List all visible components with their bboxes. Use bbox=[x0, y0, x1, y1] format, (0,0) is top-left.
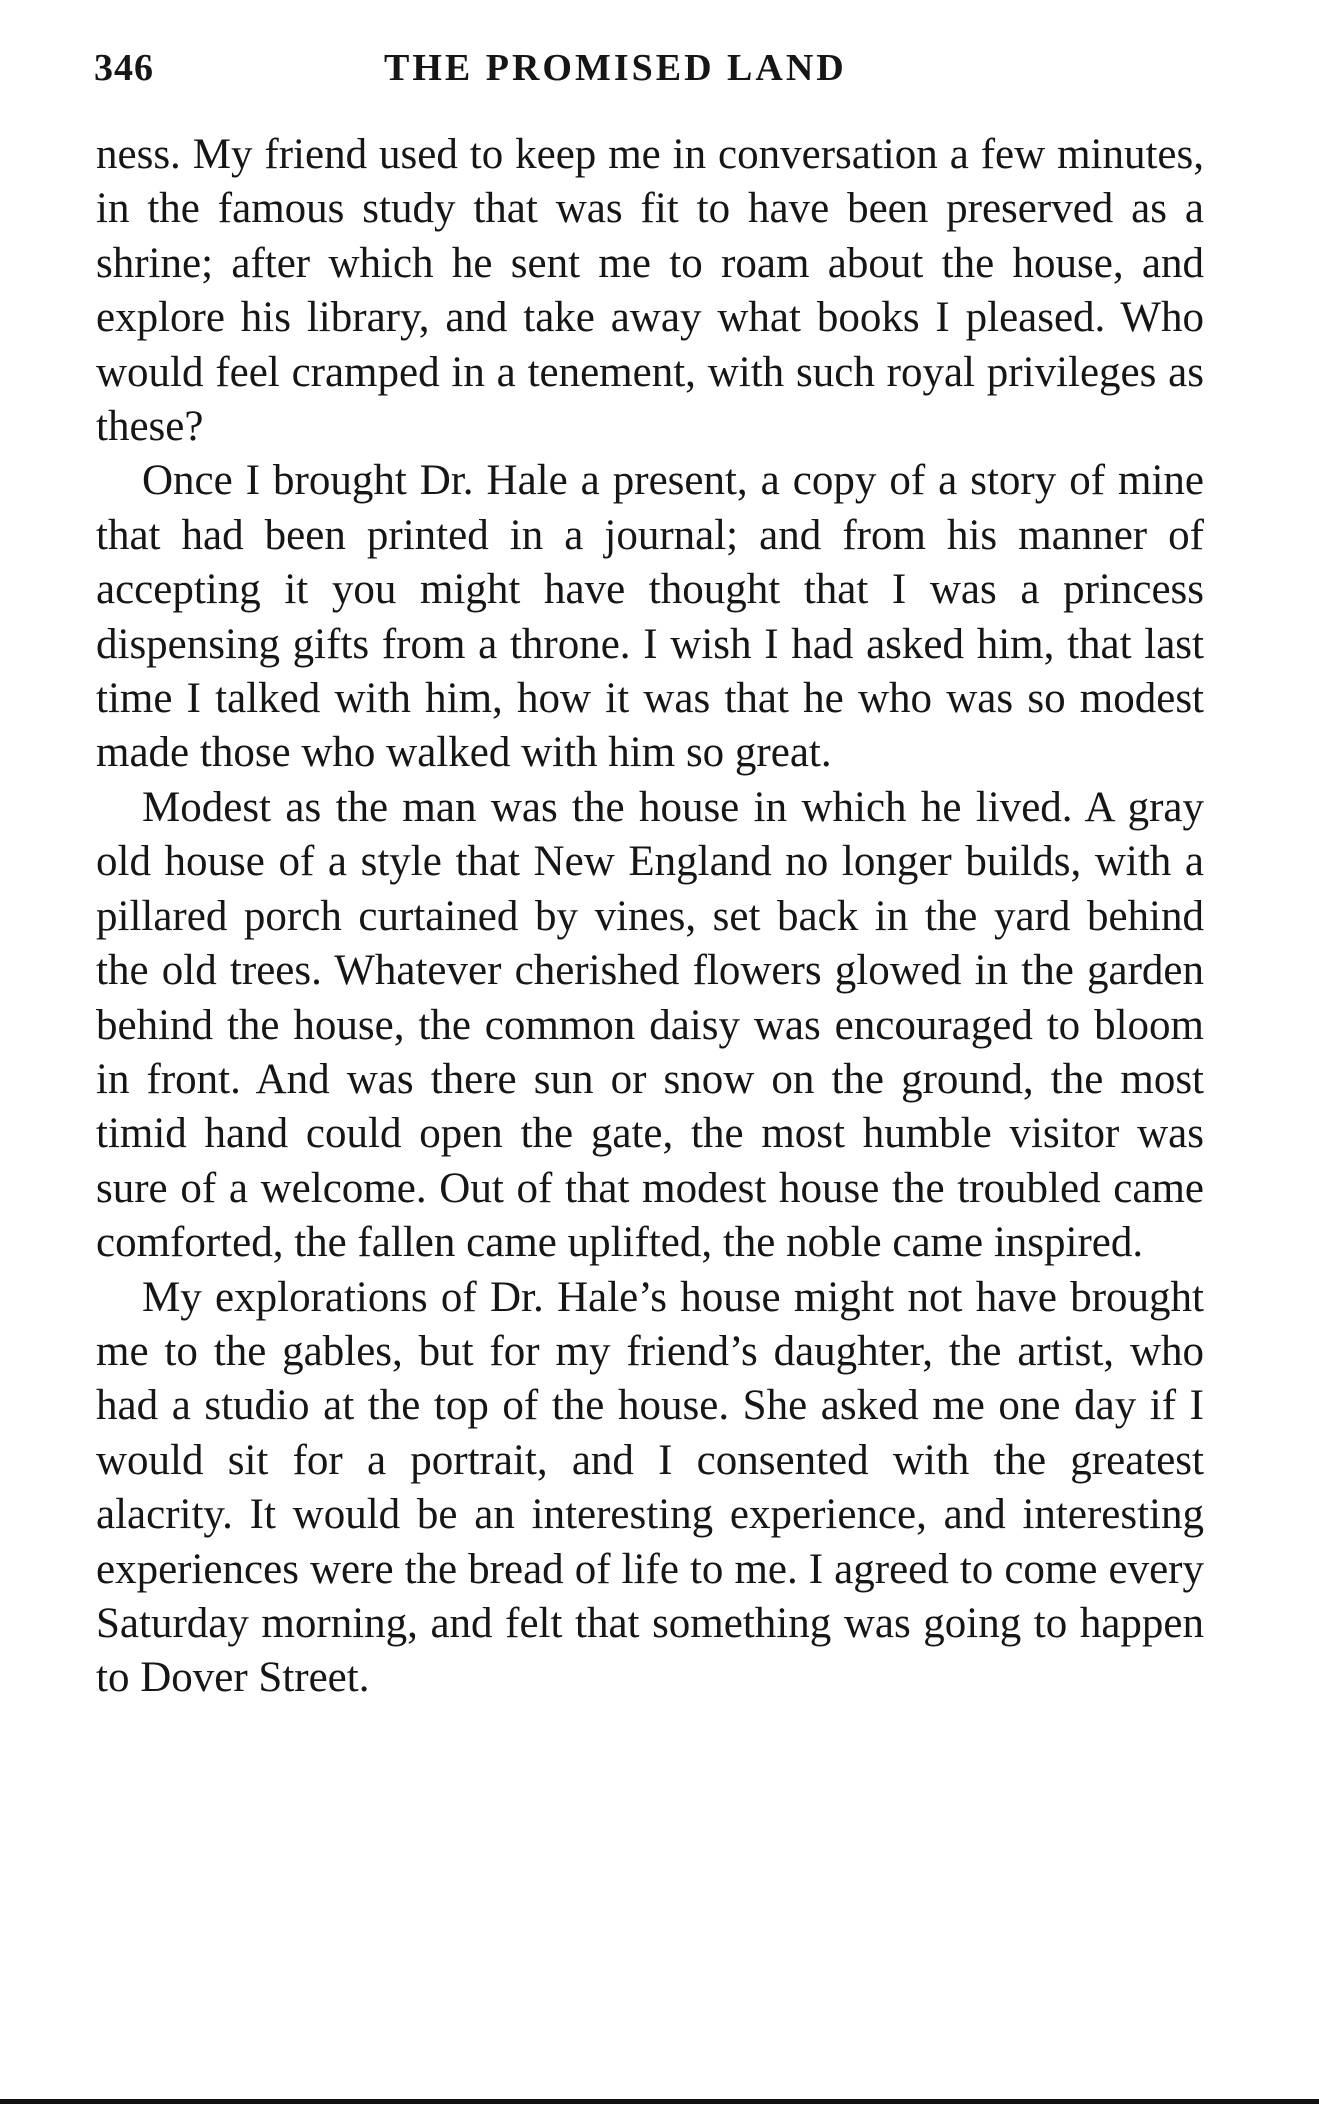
paragraph: Modest as the man was the house in which he lived. A gray old house of a style that New England no longer builds, with a pillared porch curtained by vines, set back in the yard behind the old trees. Whatever cherished flowers glowed in the garden behind the house, the common daisy was encouraged to bloom in front. And was there sun or snow on the ground, the most timid hand could open the gate, the most humble visitor was sure of a welcome. Out of that modest house the troubled came comforted, the fallen came uplifted, the noble came inspired. bbox=[96, 783, 1204, 1267]
book-title: THE PROMISED LAND bbox=[384, 47, 847, 89]
page-bottom-rule bbox=[0, 2099, 1319, 2104]
body-text bbox=[96, 128, 1204, 1706]
paragraph: Once I brought Dr. Hale a present, a copy of a story of mine that had been printed in a journal; and from his manner of accepting it you might have thought that I was a princess dispensing gifts from a throne. I wish I had asked him, that last time I talked with him, how it was that he who was so modest made those who walked with him so great. bbox=[96, 457, 1204, 777]
paragraph-continued: ness. My friend used to keep me in conversation a few minutes, in the famous study that was fit to have been preserved as a shrine; after which he sent me to roam about the house, and explore his library, and take away what books I pleased. Who would feel cramped in a tenement, with such royal privileges as these? bbox=[96, 131, 1204, 451]
paragraph: My explorations of Dr. Hale’s house might not have brought me to the gables, but for my friend’s daughter, the artist, who had a studio at the top of the house. She asked me one day if I would sit for a portrait, and I consented with the greatest alacrity. It would be an interesting experience, and interesting experiences were the bread of life to me. I agreed to come every Saturday morning, and felt that something was going to happen to Dover Street. bbox=[96, 1273, 1204, 1702]
running-head bbox=[94, 46, 1204, 96]
page-number: 346 bbox=[94, 47, 154, 89]
